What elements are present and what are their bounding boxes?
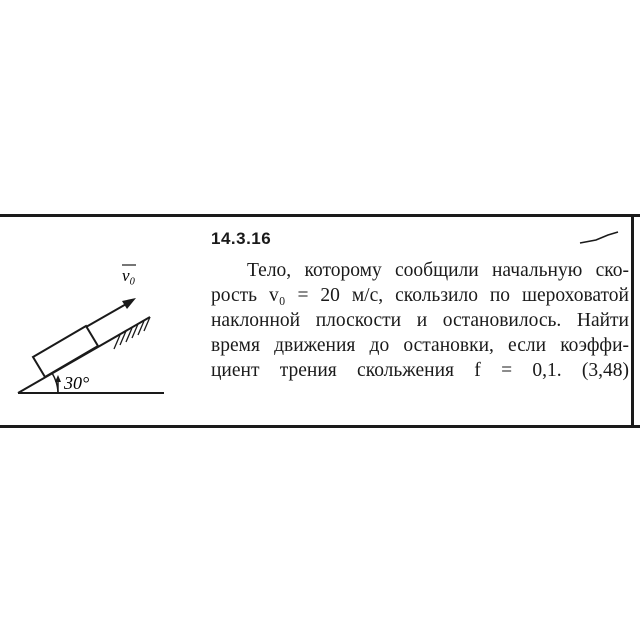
pen-mark-decoration — [578, 230, 620, 246]
velocity-label: v₀ — [122, 266, 136, 285]
problem-line: наклонной плоскости и остановилось. Найти — [211, 310, 629, 331]
right-border-line — [631, 214, 634, 428]
problem-line: рость v₀ = 20 м/с, скользило по шероховатой — [211, 285, 629, 306]
velocity-arrowhead — [122, 298, 136, 309]
surface-hatching — [114, 317, 150, 349]
block — [33, 326, 98, 377]
problem-text — [211, 258, 629, 383]
problem-line: Тело, которому сообщили начальную ско- — [247, 260, 629, 281]
velocity-arrow — [86, 303, 128, 327]
angle-arrowhead — [55, 375, 61, 382]
inclined-plane-figure — [14, 255, 186, 405]
problem-number: 14.3.16 — [211, 229, 272, 248]
bottom-border-line — [0, 425, 640, 428]
angle-label: 30° — [64, 373, 90, 393]
problem-line: время движения до остановки, если коэффи- — [211, 335, 629, 356]
top-border-line — [0, 214, 640, 217]
problem-line: циент трения скольжения f = 0,1. (3,48) — [211, 360, 629, 381]
angle-arc — [52, 373, 58, 393]
